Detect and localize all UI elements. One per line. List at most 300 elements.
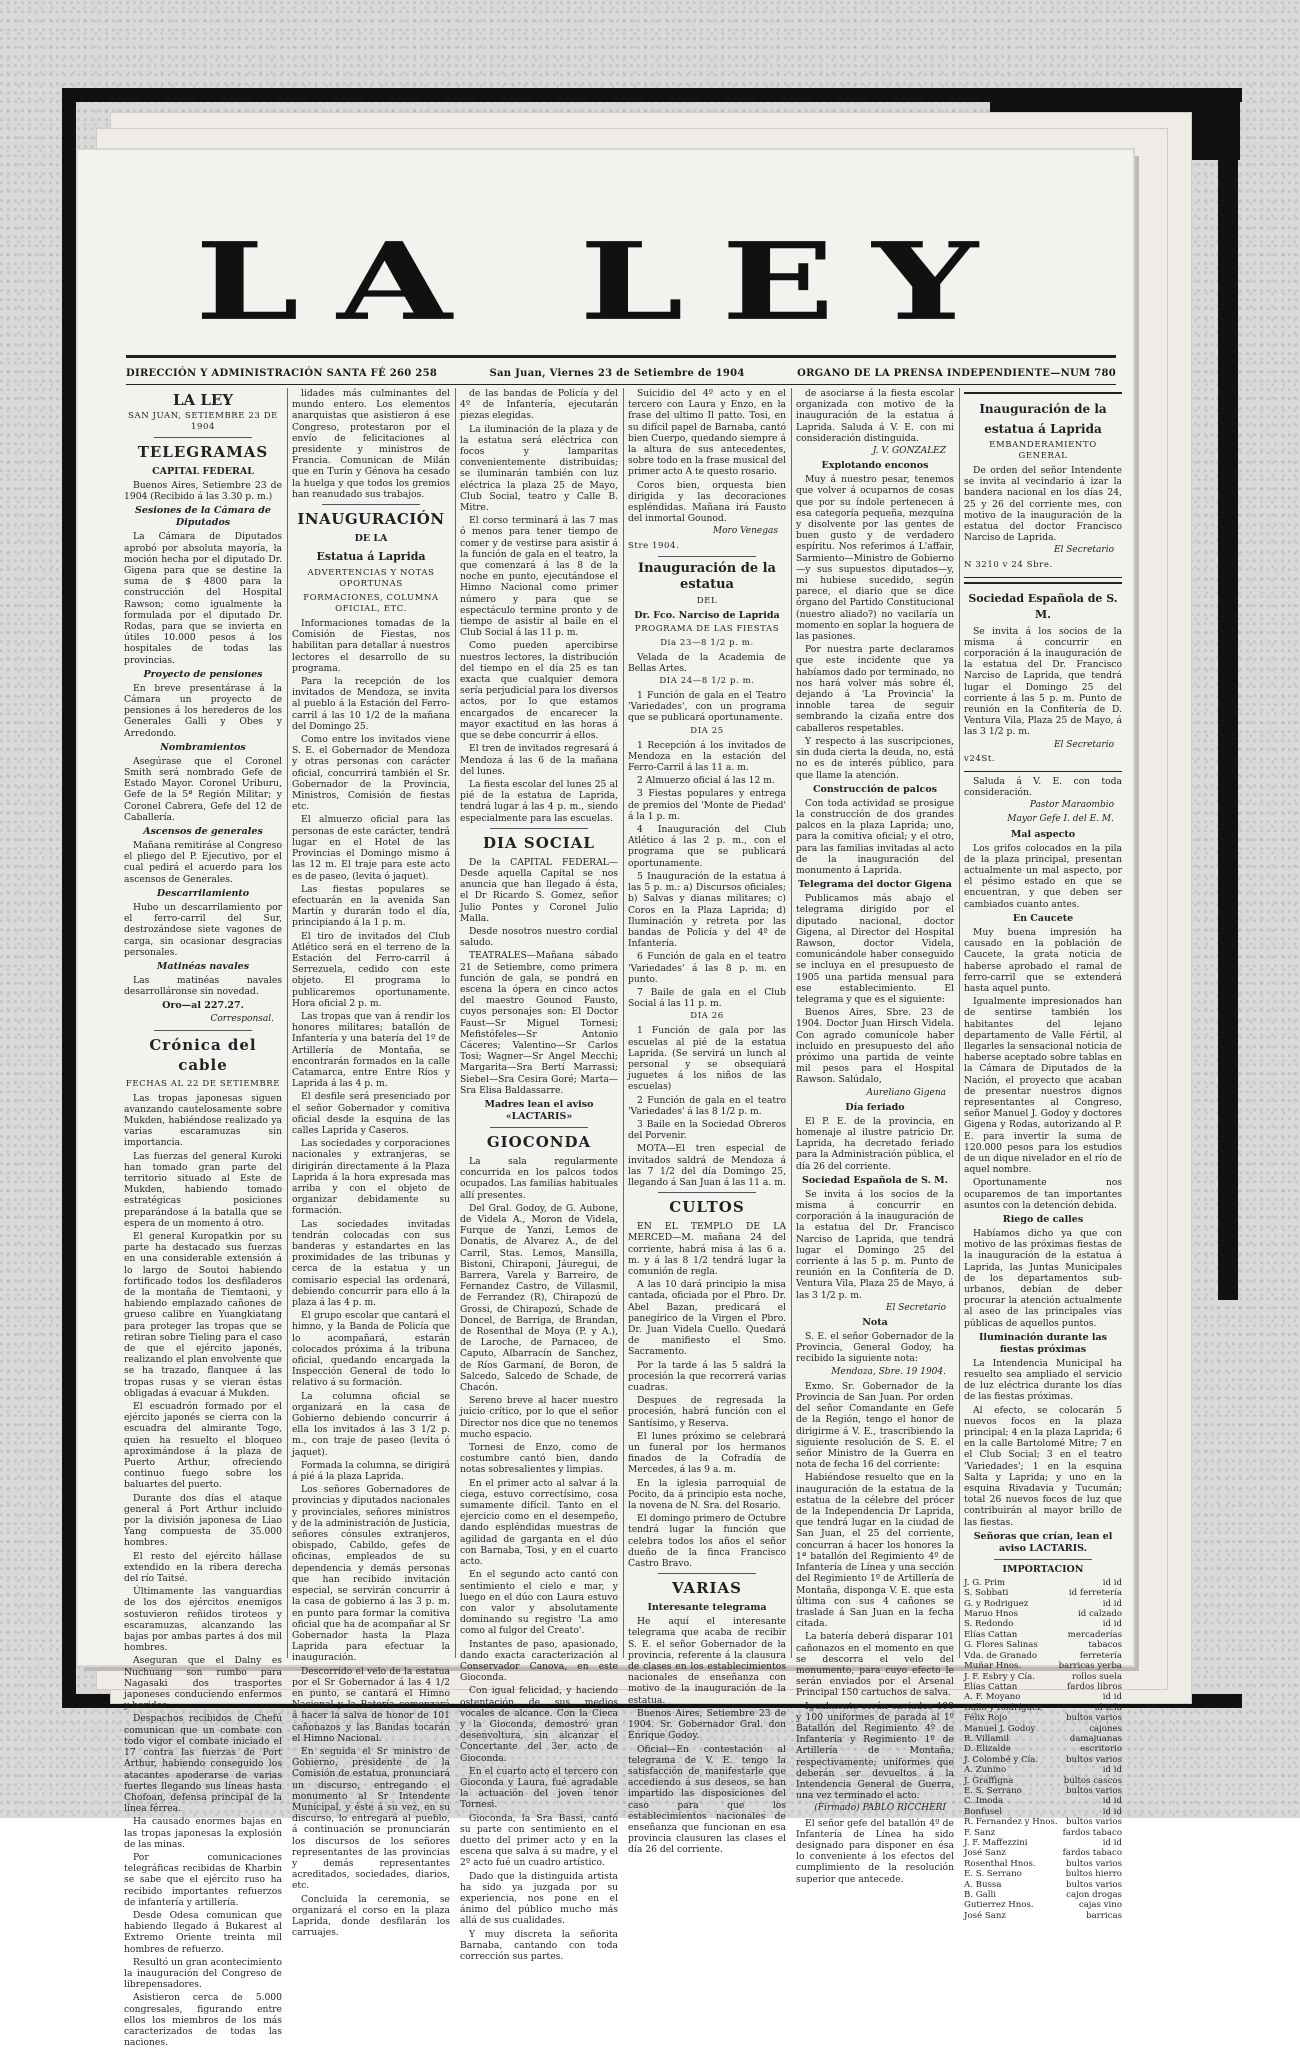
article-paragraph: La batería deberá disparar 101 cañonazos en el momento en que se descorra el velo del monumento, para cuyo efecto le serán enviados por el Arsenal Principal 150 cartuchos de salva.	[796, 1631, 954, 1699]
article-paragraph: El lunes próximo se celebrará un funeral por los hermanos finados de la Cofradía de Mercedes, á las 9 a. m.	[628, 1430, 786, 1476]
article-paragraph: Muy buena impresión ha causado en la población de Caucete, la grata noticia de haberse aprobado el ramal de ferro-carril que se extenderá hasta aquel punto.	[964, 926, 1122, 994]
section-heading: Nombramientos	[160, 741, 246, 753]
column-separator	[791, 388, 792, 1658]
article-paragraph: Oportunamente nos ocuparemos de tan importantes asuntos con la detención debida.	[964, 1177, 1122, 1211]
varias-heading: VARIAS	[671, 1579, 743, 1598]
import-item: fardos libros	[1067, 1681, 1122, 1692]
subheading: Dr. Fco. Narciso de Laprida	[634, 609, 780, 621]
article-paragraph: Velada de la Academia de Bellas Artes.	[628, 651, 786, 674]
section-heading: Mal aspecto	[1010, 828, 1076, 840]
import-merchant: R. Fernandez y Hnos.	[964, 1817, 1058, 1828]
divider	[658, 1192, 756, 1193]
import-merchant: D. Elizalde	[964, 1744, 1011, 1755]
article-paragraph: Se invita á los socios de la misma á concurrir en corporación á la inauguración de la estatua del Dr. Francisco Narciso de Laprida, que tendrá lugar el Domingo 25 del corriente á las 5 p. m. Punto de reunión en la Confitería de D. Ventura Vila, Plaza 25 de Mayo, á las 3 1/2 p. m.	[796, 1188, 954, 1301]
subheading: DE LA	[354, 533, 388, 545]
article-paragraph: El resto del ejército hállase extendido en la ribera derecha del río Taitsé.	[124, 1550, 282, 1585]
scan-shadow-right	[1218, 100, 1238, 1300]
import-merchant: F. Sanz	[964, 1827, 996, 1838]
signature: Corresponsal.	[210, 1014, 274, 1025]
import-merchant: G. y Rodriguez	[964, 1598, 1029, 1609]
import-merchant: J. F. Maffezzini	[964, 1838, 1028, 1848]
section-heading: Sociedad Española de S. M.	[801, 1174, 949, 1186]
import-merchant: J. Graffigna	[964, 1775, 1014, 1786]
import-merchant: E. S. Serrano	[964, 1869, 1022, 1880]
article-paragraph: de las bandas de Policía y del 4º de Infantería, ejecutarán piezas elegidas.	[460, 388, 618, 422]
import-merchant: Elías Cattan	[964, 1681, 1018, 1692]
import-merchant: S. Sobbati	[964, 1588, 1009, 1599]
signature: Mayor Gefe I. del E. M.	[1007, 814, 1114, 825]
column-5	[796, 388, 954, 1885]
import-row	[964, 1588, 1122, 1598]
import-row	[964, 1630, 1122, 1640]
column-6	[964, 388, 1122, 1921]
article-paragraph: Como entre los invitados viene S. E. el Gobernador de Mendoza y otras personas con carácter oficial, concurrirá también el Sr. Gobernador de la Provincia, Ministros, Comisión de fiestas etc.	[292, 734, 450, 813]
signature: Moro Venegas	[712, 526, 778, 537]
article-paragraph: Los grifos colocados en la pila de la plaza principal, presentan actualmente un mal aspecto, por el pésimo estado en que se encuentran, y que deben ser cambiados cuanto antes.	[964, 842, 1122, 910]
article-paragraph: Hubo un descarrilamiento por el ferro-carril del Sur, destrozándose siete vagones de carga, sin ocasionar desgracias personales.	[124, 901, 282, 958]
import-row	[964, 1911, 1122, 1921]
import-item: mercaderías	[1067, 1629, 1122, 1640]
article-paragraph: Las tropas que van á rendir los honores militares; batallón de Infantería y una batería del 1º de Artillería de Montaña, se encontrarán formados en la calle Catamarca, entre Entre Ríos y Laprida á las 4 p. m.	[292, 1010, 450, 1090]
article-paragraph: Durante dos días el ataque general á Port Arthur incluido por la división japonesa de Liao Yang compuesta de 35.000 hombres.	[124, 1492, 282, 1549]
import-item: id id	[1102, 1838, 1122, 1848]
scan-shadow-left	[62, 88, 76, 1708]
article-paragraph: Del Gral. Godoy, de G. Aubone, de Videla A., Moron de Videla, Furque de Yanzi, Lemos de Donatis, de Alvarez A., de del Carril, Stas. Lemos, Mansilla, Bistoni, Chiraponi, Jáuregui, de Barrera, Varela y Barreiro, de Fernandez Castro, de Villasmil, de Ferrandez (R), Chirapozú de Grossi, de Chirapozú, Schade de Doncel, de Barriga, de Brandan, de Rosenthal de Moya (P. y A.), de Laroche, de Parnaceo, de Caputo, Albarracín de Sanchez, de Ríos Garmaní, de Boron, de Salcedo, Salcedo de Schade, de Chacón.	[460, 1202, 618, 1394]
import-row	[964, 1755, 1122, 1765]
article-paragraph: El grupo escolar que cantará el himno, y la Banda de Policía que lo acompañará, estarán colocados próxima á la tribuna oficial, quedando encargada la Inspección General de todo lo relativo á su formación.	[292, 1310, 450, 1389]
imports-list	[964, 1578, 1122, 1921]
article-paragraph: 5 Inauguración de la estatua á las 5 p. m.: a) Discursos oficiales; b) Salvas y dianas militares; c) Coros en la Plaza Laprida; d) Iluminación y retreta por las bandas de Policía y del 4º de Infantería.	[628, 870, 786, 950]
import-row	[964, 1724, 1122, 1734]
article-paragraph: Desde Odesa comunican que habiendo llegado á Bukarest al Extremo Oriente treinta mil hombres de refuerzo.	[124, 1909, 282, 1955]
article-paragraph: MOTA—El tren especial de invitados saldrá de Mendoza á las 7 1/2 del día Domingo 25, llegando á San Juan á las 11 a. m.	[628, 1143, 786, 1188]
article-paragraph: Resultó un gran acontecimiento la inauguración del Congreso de librepensadores.	[124, 1956, 282, 1991]
article-paragraph: La fiesta escolar del lunes 25 al pié de la estatua de Laprida, tendrá lugar á las 4 p. m., siendo especialmente para las escuelas.	[460, 778, 618, 824]
import-merchant: A. Bussa	[964, 1879, 1002, 1890]
signature: Pastor Maraombio	[1029, 800, 1114, 811]
article-paragraph: Oficial—En contestación al telegrama de V. E. tengo la satisfacción de manifestarle que accediendo á sus deseos, se han impartido las disposiciones del caso para que los establecimientos nacionales de enseñanza que funcionan en esa provincia clausuren las clases el día 26 del corriente.	[628, 1743, 786, 1856]
import-item: barricas	[1086, 1910, 1122, 1921]
section-heading: Ascensos de generales	[143, 826, 263, 838]
article-paragraph: Sereno breve al hacer nuestro juicio crítico, por lo que el señor Director nos dice que no tenemos mucho espacio.	[460, 1395, 618, 1440]
article-paragraph: El domingo primero de Octubre tendrá lugar la función que celebra todos los años el señor dueño de la finca Francisco Castro Bravo.	[628, 1513, 786, 1570]
notice-paragraph: Se invita á los socios de la misma á concurrir en corporación á la inauguración de la estatua del Dr. Francisco Narciso de Laprida, que tendrá lugar el Domingo 25 del corriente á las 5 p. m. Punto de reunión en la Confitería de D. Ventura Vila, Plaza 25 de Mayo, á las 3 1/2 p. m.	[964, 625, 1122, 738]
article-paragraph: El señor gefe del batallón 4º de Infantería de Línea ha sido designado para disponer en ésa lo conveniente á los efectos del cumplimiento de la resolución superior que antecede.	[796, 1817, 954, 1885]
article-paragraph: Y muy discreta la señorita Barnaba, cantando con toda corrección sus partes.	[460, 1928, 618, 1962]
section-heading: En Caucete	[1012, 912, 1074, 924]
article-paragraph: Dado que la distinguida artista ha sido ya juzgada por su experiencia, nos pone en el ánimo del público mucho más allá de sus cualidades.	[460, 1870, 618, 1927]
import-item: id calzado	[1078, 1609, 1122, 1620]
issue-date: SAN JUAN, SETIEMBRE 23 DE 1904	[128, 411, 278, 432]
article-paragraph: Igualmente serán enviados 100 y 100 uniformes de parada al 1º Batallón del Regimiento 4º de Infantería y Regimiento 1º de Artillería de Montaña, respectivamente; uniformes que deberán ser devueltos á la Intendencia General de Guerra, una vez terminado el acto.	[796, 1700, 954, 1802]
import-merchant: E. S. Serrano	[964, 1785, 1022, 1796]
dia-social-heading: DIA SOCIAL	[483, 833, 595, 852]
column-2	[292, 388, 450, 1939]
article-paragraph: Gioconda, la Sra Bassi, cantó su parte con sentimiento en el duetto del primer acto y en la escena que salva á su madre, y el 2º acto fué un cuadro artístico.	[460, 1812, 618, 1869]
import-merchant: A. F. Moyano	[964, 1692, 1021, 1703]
article-paragraph: Ha causado enormes bajas en las tropas japonesas la explosión de las minas.	[124, 1816, 282, 1850]
article-paragraph: de asociarse á la fiesta escolar organizada con motivo de la inauguración de la estatua á Laprida. Saluda á V. E. con mi consideración distinguida.	[796, 388, 954, 444]
import-merchant: Manuel J. Godoy	[964, 1723, 1036, 1734]
subheading: FORMACIONES, COLUMNA OFICIAL, ETC.	[303, 593, 439, 615]
import-row	[964, 1838, 1122, 1848]
section-heading: Matinéas navales	[156, 960, 250, 972]
article-paragraph: Tornesi de Enzo, como de costumbre cantó bien, dando notas sobresalientes y limpias.	[460, 1442, 618, 1476]
import-row	[964, 1609, 1122, 1619]
article-paragraph: Asegúrase que el Coronel Smith será nombrado Gefe de Estado Mayor. Coronel Uriburu, Gefe de la 5ª Región Militar; y Coronel Cabrera, Gefe del 12 de Caballería.	[124, 755, 282, 823]
import-item: tabacos	[1088, 1640, 1122, 1651]
column-separator	[623, 388, 624, 1658]
article-paragraph: Con toda actividad se prosigue la construcción de dos grandes palcos en la plaza Laprida; uno, para la comitiva oficial; y el otro, para las familias invitadas al acto de la inauguración del monumento á Laprida.	[796, 797, 954, 876]
column-4	[628, 388, 786, 1856]
article-paragraph: Los señores Gobernadores de provincias y diputados nacionales y provinciales, señores ministros y de la administración de Justicia, señores cónsules extranjeros, obispado, Cabildo, gefes de oficinas, empleados de su dependencia y demás personas que han recibido invitación especial, se servirán concurrir á la casa de gobierno á las 3 p. m. en punto para formar la comitiva oficial que ha de acompañar al Sr Gobernador hasta la Plaza Laprida para efectuar la inauguración.	[292, 1484, 450, 1664]
article-paragraph: Coros bien, orquesta bien dirigida y las decoraciones espléndidas. Mañana irá Fausto del inmortal Gounod.	[628, 479, 786, 525]
article-paragraph: Despues de regresada la procesión, habrá función con el Santísimo, y Reserva.	[628, 1395, 786, 1429]
article-paragraph: Informaciones tomadas de la Comisión de Fiestas, nos habilitan para detallar á nuestros lectores el desarrollo de su programa.	[292, 618, 450, 674]
import-row	[964, 1661, 1122, 1671]
article-paragraph: 4 Inauguración del Club Atlético á las 2 p. m., con el programa que se publicará oportunamente.	[628, 824, 786, 869]
paper-name: LA LEY	[172, 391, 234, 409]
import-row	[964, 1848, 1122, 1858]
import-merchant: Muñar Hnos.	[964, 1661, 1022, 1672]
article-paragraph: El corso terminará á las 7 mas ó menos para tener tiempo de comer y de vestirse para asistir á la función de gala en el teatro, la que comenzará á las 8 de la noche en punto, ejecutándose el Himno Nacional como primer número y para que se espectáculo termine pronto y de tiempo de asistir al baile en el Club Social á las 11 p. m.	[460, 515, 618, 639]
inauguracion-heading: INAUGURACIÓN	[297, 510, 445, 529]
import-row	[964, 1672, 1122, 1682]
section-heading: Sesiones de la Cámara de Diputados	[135, 505, 271, 529]
import-row	[964, 1682, 1122, 1692]
article-paragraph: Habiéndose resuelto que en la inauguración de la estatua de la estatua de la célebre del prócer de la Independencia Dr Laprida, que tendrá lugar en la ciudad de San Juan, el 25 del corriente, concurran á hacer los honores la 1ª batallón del Regimiento 4º de Infantería de Línea y una sección del Regimiento 1º de Artillería de Montaña, disponga V. E. que esta última con sus 4 cañones se traslade á San Juan en la fecha citada.	[796, 1472, 954, 1630]
import-item: ferretería	[1079, 1650, 1122, 1661]
article-paragraph: Concluida la ceremonia, se organizará el corso en la plaza Laprida, donde desfilarán los carruajes.	[292, 1893, 450, 1939]
article-paragraph: Descorrido el velo de la estatua por el Sr Gobernador á las 4 1/2 en punto, se cantará el Himno Nacional y la Batería comenzará á hacer la salva de honor de 101 cañonazos y las Bandas tocarán el Himno Nacional.	[292, 1665, 450, 1744]
import-item: cajas vino	[1078, 1900, 1122, 1911]
import-row	[964, 1880, 1122, 1890]
dateline-center: San Juan, Viernes 23 de Setiembre de 1904	[489, 367, 745, 379]
column-1	[124, 388, 282, 2048]
newspaper-title: LA LEY	[195, 218, 1016, 345]
import-merchant: José Sanz	[964, 1910, 1006, 1921]
article-paragraph: 1 Recepción á los invitados de Mendoza en la estación del Ferro-Carril á las 11 a. m.	[628, 739, 786, 774]
article-paragraph: lidades más culminantes del mundo entero. Los elementos anarquistas que asistieron á ese Congreso, protestaron por el envío de felicitaciones al presidente y ministros de Francia. Comunican de Milán que en Turín y Génova ha cesado la huelga y que todos los gremios han reanudado sus trabajos.	[292, 388, 450, 500]
section-heading: Riego de calles	[1002, 1213, 1084, 1225]
article-paragraph: En el cuarto acto el tercero con Gioconda y Laura, fué agradable la actuación del joven tenor Tornesi.	[460, 1765, 618, 1811]
import-item: bultos varios	[1066, 1713, 1122, 1724]
article-paragraph: Saluda á V. E. con toda consideración.	[964, 775, 1122, 799]
article-paragraph: Las fiestas populares se efectuarán en la avenida San Martín y durarán todo el día, principiando á la 1 p. m.	[292, 883, 450, 929]
import-merchant: B. Galli	[964, 1890, 997, 1901]
divider	[490, 1127, 588, 1128]
article-paragraph: Buenos Aires, Setiembre 23 de 1904. Sr. Gobernador Gral. don Enrique Godoy.	[628, 1707, 786, 1742]
column-separator	[287, 388, 288, 1658]
import-row	[964, 1765, 1122, 1775]
cultos-heading: CULTOS	[669, 1198, 745, 1217]
import-merchant: G. Flores Salinas	[964, 1640, 1038, 1651]
article-paragraph: Buenos Aires, Sbre. 23 de 1904. Doctor Juan Hirsch Videla. Con agrado comunícole haber incluido en presupuesto del año próximo una partida de veinte mil pesos para el Hospital Rawson. Salúdalo,	[796, 1007, 954, 1086]
article-paragraph: En breve presentárase á la Cámara un proyecto de pensiones á los herederos de los Generales Galli y Obes y Arredondo.	[124, 682, 282, 739]
notice-paragraph: De orden del señor Intendente se invita al vecindario á izar la bandera nacional en los días 24, 25 y 26 del corriente mes, con motivo de la inauguración de la estatua del doctor Francisco Narciso de Laprida.	[964, 465, 1122, 544]
import-row	[964, 1807, 1122, 1817]
import-item: bultos hierro	[1065, 1869, 1122, 1880]
article-paragraph: 2 Función de gala en el teatro 'Variedades' á las 8 1/2 p. m.	[628, 1094, 786, 1117]
subheading: DEL	[696, 595, 718, 606]
article-paragraph: La Cámara de Diputados aprobó por absoluta mayoría, la moción hecha por el diputado Dr. Gigena para que se destine la suma de $ 4800 para la construcción del Hospital Rawson; como igualmente la formulada por el diputado Dr. Rodas, para que se invierta en útiles 10.000 pesos á los hospitales de todas las provincias.	[124, 531, 282, 666]
article-paragraph: En seguida el Sr ministro de Gobierno, presidente de la Comisión de estatua, pronunciará un discurso, entregando el monumento al Sr Intendente Municipal, y éste á su vez, en su discurso, lo entregará al pueblo, á continuación se pronunciarán los discursos de los señores representantes de las provincias y demás representantes acreditados, sociedades, diarios, etc.	[292, 1745, 450, 1892]
article-paragraph: En el segundo acto cantó con sentimiento el cielo e mar, y luego en el dúo con Laura estuvo con valor y absolutamente dominando su registro 'La amo como al fulgor del Creato'.	[460, 1569, 618, 1637]
divider	[994, 1559, 1092, 1560]
import-item: bultos varios	[1066, 1785, 1122, 1796]
divider	[154, 437, 252, 438]
import-merchant: A. Zunino	[964, 1765, 1007, 1776]
article-paragraph: S. E. el señor Gobernador de la Provincia, General Godoy, ha recibido la siguiente nota:	[796, 1331, 954, 1365]
import-item: id id	[1102, 1577, 1122, 1588]
divider	[154, 1030, 252, 1031]
article-paragraph: Despachos recibidos de Chefú comunican que un combate con todo vigor el combate iniciado el 17 contra las fuerzas de Port Arthur, habiendo conseguido los atacantes apoderarse de varias fuertes llegando sus líneas hasta Chofoan, defensa principal de la línea férrea.	[124, 1713, 282, 1815]
article-paragraph: TEATRALES—Mañana sábado 21 de Setiembre, como primera función de gala, se pondrá en escena la ópera en cinco actos del maestro Gounod Fausto, cuyos personajes son: El Doctor Faust—Sr Miguel Tornesi; Mefistófeles—Sr Antonio Cáceres; Valentino—Sr Carlos Tosi; Wagner—Sr Angel Mecchi; Margarita—Sra Bertí Marrassi; Siebel—Sra Cesira Goré; Marta—Sra Elisa Baldassarre.	[460, 950, 618, 1096]
import-item: fardos tabaco	[1062, 1827, 1122, 1838]
gioconda-heading: GIOCONDA	[486, 1132, 592, 1151]
program-day: DIA 24—8 1/2 p. m.	[659, 676, 755, 687]
gold-price: Oro—al 227.27.	[162, 1000, 244, 1012]
column-separator	[455, 388, 456, 1658]
signature: (Firmado) PABLO RICCHERI	[814, 1803, 946, 1814]
section-heading: Descarrilamiento	[156, 887, 250, 899]
article-paragraph: En la iglesia parroquial de Pocito, da á principio esta noche, la novena de N. Sra. del Rosario.	[628, 1477, 786, 1512]
article-paragraph: Igualmente impresionados han de sentirse también los habitantes del lejano departamento de Valle Fértil, al llegarles la sensacional noticia de haberse aceptado sobre tablas en la Cámara de Diputados de la Nación, el proyecto que acaban de presentar nuestros dignos representantes al Congreso, señor Manuel J. Godoy y doctores Gigena y Rodas, autorizando al P. E. para invertir la suma de 120.000 pesos para los estudios de un dique nivelador en el río de aquel nombre.	[964, 996, 1122, 1176]
import-item: fardos tabaco	[1062, 1848, 1122, 1859]
article-paragraph: Publicamos más abajo el telegrama dirigido por el diputado nacional, doctor Gigena, al Director del Hospital Rawson, doctor Videla, comunicándole haber conseguido se incluya en el presupuesto de 1905 una partida mensual para ese establecimiento. El telegrama y que es el siguiente:	[796, 893, 954, 1005]
article-paragraph: Por la tarde á las 5 saldrá la procesión la que recorrerá varias cuadras.	[628, 1359, 786, 1394]
import-item: id ferretería	[1068, 1588, 1122, 1599]
import-item: id id	[1102, 1692, 1122, 1703]
article-paragraph: He aquí el interesante telegrama que acaba de recibir S. E. el señor Gobernador de la provincia, referente á la clausura de clases en los establecimientos nacionales de enseñanza con motivo de la inauguración de la estatua.	[628, 1616, 786, 1706]
divider	[658, 556, 756, 557]
article-paragraph: El tiro de invitados del Club Atlético será en el terreno de la Estación del Ferro-carril á Serrezuela, cedido con este objeto. El programa lo publicaremos oportunamente. Hora oficial 2 p. m.	[292, 930, 450, 1009]
column-3	[460, 388, 618, 1962]
import-row	[964, 1859, 1122, 1869]
article-paragraph: El desfile será presenciado por el señor Gobernador y comitiva oficial desde la esquina de las calles Laprida y Caseros.	[292, 1091, 450, 1136]
article-paragraph: Las matinéas navales desarrolláronse sin novedad.	[124, 974, 282, 998]
article-paragraph: Últimamente las vanguardias de los dos ejércitos enemigos sostuvieron reñidos tiroteos y escaramuzas, alcanzando las bajas por ambas partes á dos mil hombres.	[124, 1586, 282, 1654]
import-item: escritorio	[1080, 1744, 1122, 1755]
import-row	[964, 1786, 1122, 1796]
subheading: ADVERTENCIAS Y NOTAS OPORTUNAS	[307, 568, 435, 590]
article-paragraph: Desde nosotros nuestro cordial saludo.	[460, 925, 618, 949]
notice-subheading: EMBANDERAMIENTO GENERAL	[989, 440, 1097, 461]
import-item: id id	[1102, 1765, 1122, 1776]
masthead-rule-top	[126, 355, 1116, 358]
import-merchant: Bonfusel	[964, 1806, 1002, 1817]
article-paragraph: La sala regularmente concurrida en los palcos todos ocupados. Las familias habituales allí presentes.	[460, 1155, 618, 1201]
article-paragraph: Como pueden apercibirse nuestros lectores, la distribución del tiempo en el día 25 es tan exacta que cualquier demora sería perjudicial para los diversos actos, por lo que estamos encargados de encarecer la mayor exactitud en las horas á que se debe concurrir á ellos.	[460, 640, 618, 742]
signature: J. V. GONZALEZ	[872, 446, 946, 457]
cronica-subheading: FECHAS AL 22 DE SETIEMBRE	[125, 1078, 281, 1089]
import-item: id tela	[1094, 1702, 1122, 1713]
import-item: bultos varios	[1066, 1817, 1122, 1828]
article-paragraph: EN EL TEMPLO DE LA MERCED—M. mañana 24 del corriente, habrá misa á las 6 a. m. y á las 8 1/2 tendrá lugar la comunión de regla.	[628, 1221, 786, 1277]
import-row	[964, 1796, 1122, 1806]
article-paragraph: Las sociedades invitadas tendrán colocadas con sus banderas y estandartes en las proximidades de las tribunas y cerca de la estatua y un comisario especial las ordenará, debiendo concurrir para ello á la plaza á las 4 p. m.	[292, 1218, 450, 1309]
article-paragraph: Suicidio del 4º acto y en el tercero con Laura y Enzo, en la frase del ultimo Il patto. Tosi, en su difícil papel de Barnaba, cantó bien Cuerpo, quedando siempre á la altura de sus antecedentes, sobre todo en la frase musical del primer acto A te questo rosario.	[628, 388, 786, 478]
import-merchant: R. Villamil	[964, 1733, 1010, 1744]
article-paragraph: Aseguran que el Dalny es Nuchuang son rumbo para Nagasaki dos trasportes japoneses conduciendo enfermos y heridos.	[124, 1655, 282, 1712]
program-day: Dia 23—8 1/2 p. m.	[660, 637, 754, 648]
dateline-left: DIRECCIÓN Y ADMINISTRACIÓN SANTA FÉ 260 258	[126, 367, 438, 379]
import-item: cajon drogas	[1066, 1890, 1122, 1901]
import-merchant: Elías Cattan	[964, 1629, 1018, 1640]
article-paragraph: El tren de invitados regresará á Mendoza á las 6 de la mañana del lunes.	[460, 743, 618, 777]
import-merchant: Vda. de Granado	[964, 1650, 1038, 1661]
article-paragraph: Para la recepción de los invitados de Mendoza, se invita al pueblo á la Estación del Ferro-carril á las 10 1/2 de la mañana del Domingo 25.	[292, 676, 450, 732]
import-merchant: C. Imoda	[964, 1796, 1004, 1807]
notice-box	[964, 582, 1122, 772]
divider	[658, 1573, 756, 1574]
article-paragraph: La Intendencia Municipal ha resuelto sea ampliado el servicio de luz eléctrica durante los días de las fiestas próximas.	[964, 1357, 1122, 1403]
article-paragraph: Muy á nuestro pesar, tenemos que volver á ocuparnos de cosas que por su índole pertenecen á esa categoría pequeña, mezquina y disolvente por las gentes de buen gusto y de verdadero espíritu. Nos referimos á L'affair, Sarmiento—Ministro de Gobierno—y sus supuestos diputados—y, mi hubiese sucedido, según parece, el diario que se dice órgano del Partido Constitucional (nuestro aliado?) no vacilaría un momento en soplar la hoguera de las pasiones.	[796, 474, 954, 643]
import-merchant: J. Colombé y Cía.	[964, 1754, 1039, 1765]
section-heading: Proyecto de pensiones	[143, 668, 263, 680]
import-row	[964, 1703, 1122, 1713]
article-paragraph: Por nuestra parte declaramos que este incidente que ya habíamos dado por terminado, no nos hará volver más sobre él, dejando á 'La Provincia' la innoble tarea de seguir sembrando la cizaña entre dos caballeros respetables.	[796, 644, 954, 734]
article-paragraph: El almuerzo oficial para las personas de este carácter, tendrá lugar en el Hotel de las Provincias el Domingo mismo á las 12 m. El traje para este acto es de paseo, (levita ó jaquet).	[292, 814, 450, 882]
divider	[322, 504, 420, 505]
import-merchant: Rosenthal Hnos.	[964, 1858, 1036, 1869]
import-merchant: Félix Rojo	[964, 1713, 1008, 1724]
columns-area	[124, 388, 1124, 2048]
import-item: cajones	[1089, 1723, 1122, 1734]
subheading: PROGRAMA DE LAS FIESTAS	[634, 623, 780, 634]
signature: El Secretario	[1053, 545, 1114, 556]
import-item: id id	[1102, 1806, 1122, 1817]
import-item: id id	[1102, 1796, 1122, 1807]
article-paragraph: El escuadrón formado por el ejército japonés se cierra con la escuadra del almirante Togo, quien ha resuelto el bloqueo aproximándose á la plaza de Puerto Arthur, ofreciendo continuo fuego sobre los baluartes del puerto.	[124, 1401, 282, 1491]
article-paragraph: Por comunicaciones telegráficas recibidas de Kharbin se sabe que el ejército ruso ha recibido importantes refuerzos de infantería y artillería.	[124, 1851, 282, 1908]
notice-heading: Sociedad Española de S. M.	[968, 591, 1118, 621]
article-paragraph: Las fuerzas del general Kuroki han tomado gran parte del territorio situado al Este de Mukden, habiendo tomado estratégicas posiciones preparándose á la batalla que se espera de un momento á otro.	[124, 1150, 282, 1229]
article-paragraph: Las sociedades y corporaciones nacionales y extranjeras, se dirigirán directamente á la Plaza Laprida á la hora expresada mas arriba y con el objeto de organizar debidamente su formación.	[292, 1138, 450, 1217]
importacion-heading: IMPORTACION	[1002, 1563, 1084, 1575]
notice-heading: estatua á Laprida	[984, 422, 1102, 436]
newspaper-page	[78, 150, 1133, 2048]
import-merchant: J. G. Prim	[964, 1577, 1006, 1588]
import-item: rollos suela	[1072, 1671, 1122, 1682]
article-paragraph: Mañana remitiráse al Congreso el pliego del P. Ejecutivo, por el cual pedirá el acuerdo para los ascensos de Generales.	[124, 840, 282, 885]
program-day: DIA 25	[690, 725, 724, 736]
notice-number: N 3210 v 24 Sbre.	[964, 559, 1053, 570]
import-row	[964, 1734, 1122, 1744]
article-paragraph: 3 Baile en la Sociedad Obreros del Porvenir.	[628, 1118, 786, 1142]
article-paragraph: 1 Función de gala por las escuelas al pié de la estatua Laprida. (Se servirá un lunch al personal y se obsequiará juguetes á los niños de las escuelas)	[628, 1025, 786, 1093]
telegramas-heading: TELEGRAMAS	[137, 443, 269, 461]
dateline-bar	[126, 364, 1116, 382]
import-item: id id	[1102, 1619, 1122, 1630]
article-paragraph: En el primer acto al salvar á la ciega, estuvo correctísimo, cosa sumamente difícil. Tanto en el ejercicio como en el desempeño, dando espléndidas muestras de agilidad de garganta en el dúo con Barnaba, Tosi, y en el cuarto acto.	[460, 1477, 618, 1568]
import-merchant: J. F. Esbry y Cía.	[964, 1671, 1035, 1682]
signature: El Secretario	[1053, 739, 1114, 750]
article-paragraph: Y respecto á las suscripciones, sin duda cierta la deuda, no, está no es de interés público, para que llame la atención.	[796, 735, 954, 781]
subheading: Estatua á Laprida	[316, 550, 426, 564]
signature: El Secretario	[885, 1302, 946, 1313]
import-row	[964, 1599, 1122, 1609]
import-row	[964, 1744, 1122, 1754]
article-paragraph: Asistieron cerca de 5.000 congresales, figurando entre ellos los miembros de los más caracterizados de todas las naciones.	[124, 1992, 282, 2048]
telegram-dateline: Buenos Aires, Setiembre 23 de 1904 (Recibido á las 3.30 p. m.)	[124, 480, 282, 503]
article-paragraph: 7 Baile de gala en el Club Social á las 11 p. m.	[628, 986, 786, 1010]
program-day: DIA 26	[690, 1011, 724, 1022]
ad-notice: Madres lean el aviso «LACTARIS»	[484, 1098, 594, 1122]
signature: Aureliano Gigena	[866, 1087, 946, 1098]
section-heading: Construcción de palcos	[812, 783, 938, 795]
dateline: Mendoza, Sbre. 19 1904.	[831, 1366, 946, 1377]
import-row	[964, 1651, 1122, 1661]
article-paragraph: Las tropas japonesas siguen avanzando cautelosamente sobre Mukden, habiéndose realizado ya varias escaramuzas sin importancia.	[124, 1092, 282, 1149]
import-row	[964, 1640, 1122, 1650]
section-heading: Explotando enconos	[821, 460, 929, 472]
article-paragraph: El general Kuropatkin por su parte ha destacado sus fuerzas en una considerable extensión á lo largo de Soutoi habiendo fortificado todos los desfiladeros de la montaña de Tiemtaoni, y habiendo emplazado cañones de grueso calibre en Yuangkiatang para proteger las tropas que se retiran sobre Tieling para el caso de que el ejército japonés, realizando el plan envolvente que se ha trazado, flanquee á las tropas rusas y se vieran éstas obligadas á evacuar á Mukden.	[124, 1230, 282, 1399]
masthead	[78, 190, 1133, 355]
import-row	[964, 1900, 1122, 1910]
import-item: bultos cascos	[1063, 1775, 1122, 1786]
notice-box	[964, 392, 1122, 578]
section-heading: Día feriado	[845, 1101, 905, 1113]
notice-heading: Inauguración de la	[979, 402, 1107, 416]
article-paragraph: La columna oficial se organizará en la casa de Gobierno debiendo concurrir á ella los invitados á las 3 1/2 p. m., con traje de paseo (levita ó jaquet).	[292, 1390, 450, 1458]
article-paragraph: Instantes de paso, apasionado, dando exacta caracterización al Conservador Canova, en este Gioconda.	[460, 1638, 618, 1684]
import-row	[964, 1692, 1122, 1702]
import-item: damajuanas	[1069, 1733, 1122, 1744]
section-heading: Telegrama del doctor Gigena	[798, 879, 952, 891]
article-paragraph: Exmo. Sr. Gobernador de la Provincia de San Juan. Por orden del señor Comandante en Gefe de la Región, tengo el honor de dirigirme á V. E., trascribiendo la siguiente resolución de S. E. el señor Ministro de la Guerra en nota de fecha 16 del corriente:	[796, 1380, 954, 1471]
capital-heading: CAPITAL FEDERAL	[152, 466, 254, 477]
article-paragraph: Formada la columna, se dirigirá á pié á la plaza Laprida.	[292, 1459, 450, 1483]
import-merchant: Maruo Hnos	[964, 1609, 1019, 1620]
divider	[490, 828, 588, 829]
article-paragraph: 6 Función de gala en el teatro 'Variedades' á las 8 p. m. en punto.	[628, 951, 786, 985]
import-item: id id	[1102, 1598, 1122, 1609]
article-paragraph: 3 Fiestas populares y entrega de premios del 'Monte de Piedad' á la 1 p. m.	[628, 788, 786, 822]
date-note: Stre 1904.	[628, 540, 680, 551]
import-item: bultos varios	[1066, 1879, 1122, 1890]
import-merchant: S. Redondo	[964, 1619, 1014, 1630]
article-paragraph: La iluminación de la plaza y de la estatua será eléctrica con focos y lamparitas convenientemente distribuidas; se iluminarán también con luz eléctrica la plaza 25 de Mayo, Club Social, teatro y Calle B. Mitre.	[460, 423, 618, 514]
import-row	[964, 1713, 1122, 1723]
subheading: Interesante telegrama	[647, 1602, 767, 1614]
section-heading: Iluminación durante las fiestas próximas	[978, 1331, 1108, 1355]
article-paragraph: El P. E. de la provincia, en homenaje al ilustre patricio Dr. Laprida, ha decretado feriado para la Administración pública, el día 26 del corriente.	[796, 1115, 954, 1172]
import-row	[964, 1828, 1122, 1838]
import-row	[964, 1890, 1122, 1900]
import-item: bultos varios	[1066, 1858, 1122, 1869]
import-merchant: José Sanz	[964, 1848, 1006, 1859]
article-paragraph: 1 Función de gala en el Teatro 'Variedades', con un programa que se publicará oportunamente.	[628, 690, 786, 724]
ad-notice: Señoras que crían, lean el aviso LACTARIS.	[973, 1530, 1113, 1554]
import-row	[964, 1776, 1122, 1786]
article-paragraph: De la CAPITAL FEDERAL—Desde aquella Capital se nos anuncia que han llegado á ésta, el Dr Ricardo S. Gomez, señor Julio Pontes y Coronel Julio Malla.	[460, 856, 618, 924]
section-heading: Nota	[862, 1317, 888, 1329]
notice-number: v24St.	[964, 753, 996, 764]
article-paragraph: A las 10 dará principio la misa cantada, oficiada por el Pbro. Dr. Abel Bazan, predicará el panegírico de la Virgen el Pbro. Dr. Juan Videla Cuello. Quedará de manifiesto el Smo. Sacramento.	[628, 1279, 786, 1358]
import-merchant: Gallo y Rodríguez	[964, 1702, 1042, 1713]
inauguracion-estatua-heading: Inauguración de la estatua	[638, 560, 776, 592]
dateline-right: ORGANO DE LA PRENSA INDEPENDIENTE—NUM 780	[797, 367, 1116, 379]
column-separator	[959, 388, 960, 1658]
masthead-rule-bottom	[126, 384, 1116, 385]
import-item: bultos varios	[1066, 1754, 1122, 1765]
import-row	[964, 1869, 1122, 1879]
import-row	[964, 1619, 1122, 1629]
article-paragraph: Con igual felicidad, y haciendo ostentación de sus medios vocales de alcance. Con la Cieca y la Gioconda, demostró gran desenvoltura, sin alcanzar el Concertante del 3er acto de Gioconda.	[460, 1685, 618, 1764]
article-paragraph: 2 Almuerzo oficial á las 12 m.	[637, 775, 775, 787]
import-row	[964, 1817, 1122, 1827]
